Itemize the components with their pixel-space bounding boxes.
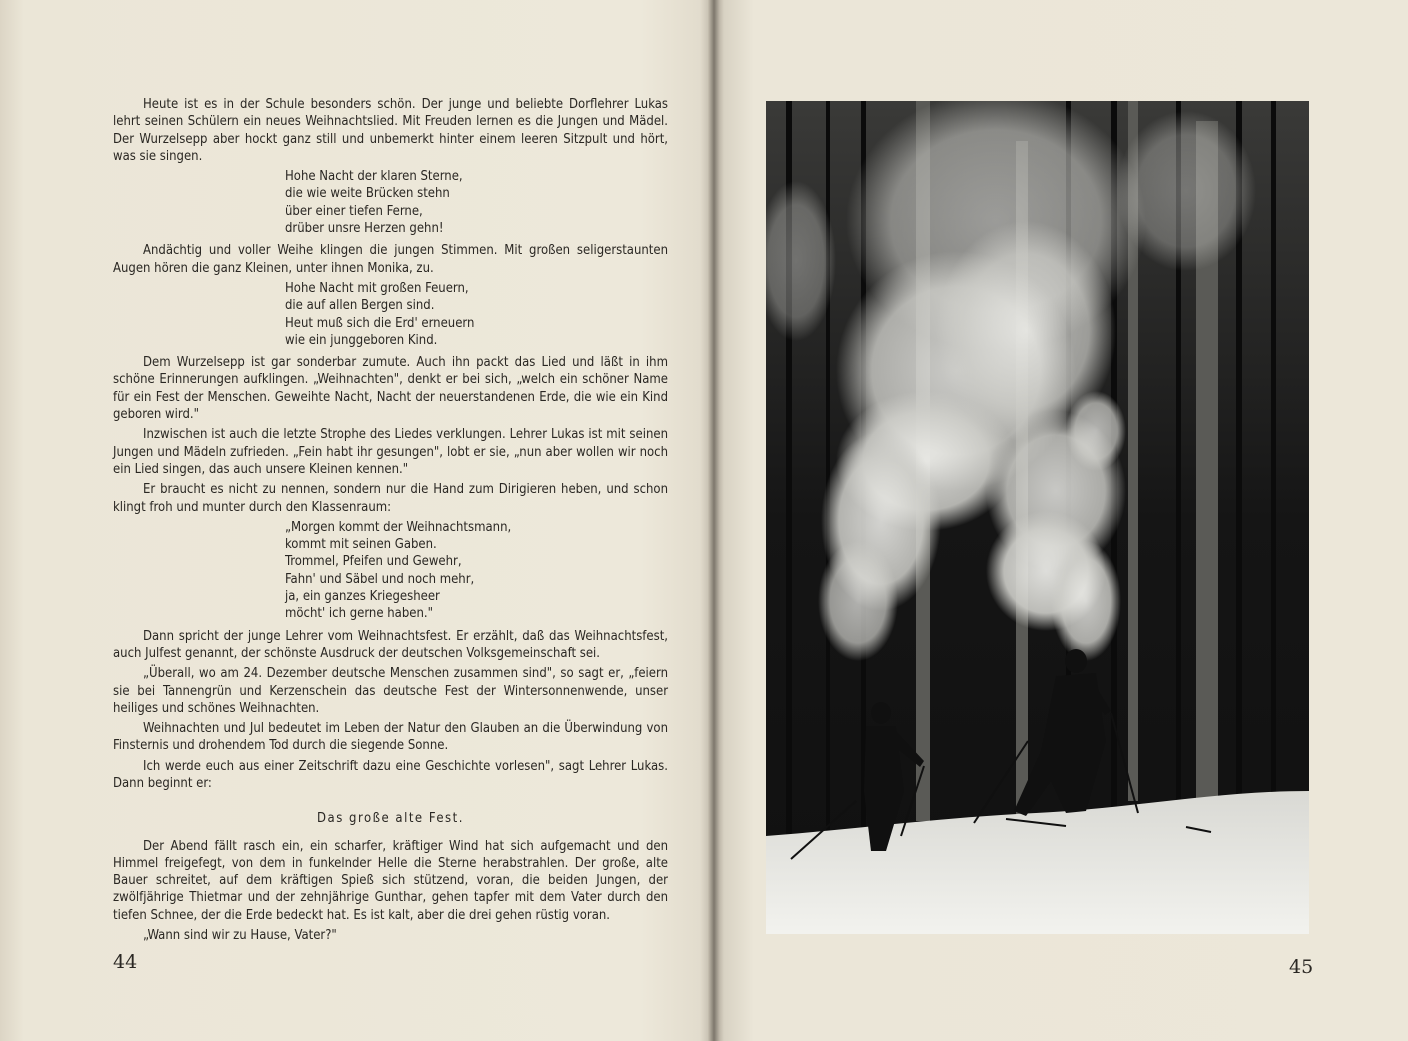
verse-line: wie ein junggeboren Kind.: [285, 332, 438, 348]
paragraph: Andächtig und voller Weihe klingen die jungen Stimmen. Mit großen seligerstaunten Augen hören die ganz Kleinen, unter ihnen Monika, zu.: [113, 243, 668, 276]
verse-line: Fahn' und Säbel und noch mehr,: [285, 571, 475, 587]
verse-stanza: [285, 168, 668, 237]
paragraph: Inzwischen ist auch die letzte Strophe des Liedes verklungen. Lehrer Lukas ist mit seinen Jungen und Mädeln zufrieden. „Fein habt ihr gesungen", lobt er sie, „nun aber wollen wir noch ein Lied singen, das auch unsere Kleinen kennen.": [113, 427, 668, 477]
verse-line: die auf allen Bergen sind.: [285, 298, 435, 314]
verse-stanza: [285, 519, 668, 623]
book-gutter: [708, 0, 720, 1041]
verse-line: Hohe Nacht mit großen Feuern,: [285, 280, 469, 296]
page-number-right: 45: [1289, 956, 1314, 978]
verse-line: die wie weite Brücken stehn: [285, 186, 450, 202]
verse-line: kommt mit seinen Gaben.: [285, 537, 437, 553]
photo-illustration: [766, 101, 1309, 934]
paragraph: Dann spricht der junge Lehrer vom Weihnachtsfest. Er erzählt, daß das Weihnachtsfest, auch Julfest genannt, der schönste Ausdruck der deutschen Volksgemeinschaft sei.: [113, 628, 668, 661]
story-title: Das große alte Fest.: [317, 811, 464, 827]
paragraph: Weihnachten und Jul bedeutet im Leben der Natur den Glauben an die Überwindung von Finsternis und drohendem Tod durch die siegende Sonne.: [113, 721, 668, 754]
verse-line: über einer tiefen Ferne,: [285, 203, 423, 219]
left-page-text: [113, 96, 668, 947]
snowy-forest-photo: [766, 101, 1309, 934]
verse-line: ja, ein ganzes Kriegesheer: [285, 589, 440, 605]
paragraph: „Wann sind wir zu Hause, Vater?": [143, 928, 337, 944]
paragraph: „Überall, wo am 24. Dezember deutsche Menschen zusammen sind", so sagt er, „feiern sie bei Tannengrün und Kerzenschein das deutsche Fest der Wintersonnenwende, unser heiliges und schönes Weihnachten.: [113, 666, 668, 716]
verse-line: Hohe Nacht der klaren Sterne,: [285, 169, 463, 185]
verse-line: „Morgen kommt der Weihnachtsmann,: [285, 519, 512, 535]
paragraph: Ich werde euch aus einer Zeitschrift dazu eine Geschichte vorlesen", sagt Lehrer Lukas. Dann beginnt er:: [113, 758, 668, 791]
verse-line: Trommel, Pfeifen und Gewehr,: [285, 554, 462, 570]
paragraph: Heute ist es in der Schule besonders schön. Der junge und beliebte Dorflehrer Lukas lehrt seinen Schülern ein neues Weihnachtslied. Mit Freuden lernen es die Jungen und Mädel. Der Wurzelsepp aber hockt ganz still und unbemerkt hinter einem leeren Sitzpult und hört, was sie singen.: [113, 97, 668, 164]
page-number-left: 44: [113, 951, 138, 973]
verse-line: drüber unsre Herzen gehn!: [285, 221, 444, 237]
paragraph: Er braucht es nicht zu nennen, sondern nur die Hand zum Dirigieren heben, und schon klingt froh und munter durch den Klassenraum:: [113, 482, 668, 515]
paragraph: Dem Wurzelsepp ist gar sonderbar zumute. Auch ihn packt das Lied und läßt in ihm schöne Erinnerungen aufklingen. „Weihnachten", denkt er bei sich, „welch ein schöner Name für ein Fest der Menschen. Geweihte Nacht, Nacht der neuerstandenen Erde, die wie ein Kind geboren wird.": [113, 355, 668, 423]
paragraph: Der Abend fällt rasch ein, ein scharfer, kräftiger Wind hat sich aufgemacht und den Himmel freigefegt, von dem in funkelnder Helle die Sterne herabstrahlen. Der große, alte Bauer schreitet, auf dem kräftigen Spieß sich stützend, voran, die beiden Jungen, der zwölfjährige Thietmar und der zehnjährige Gunthar, gehen tapfer mit dem Vater durch den tiefen Schnee, der die Erde bedeckt hat. Es ist kalt, aber die drei gehen rüstig voran.: [113, 838, 668, 923]
verse-line: Heut muß sich die Erd' erneuern: [285, 315, 475, 331]
verse-stanza: [285, 280, 668, 349]
verse-line: möcht' ich gerne haben.": [285, 606, 433, 622]
